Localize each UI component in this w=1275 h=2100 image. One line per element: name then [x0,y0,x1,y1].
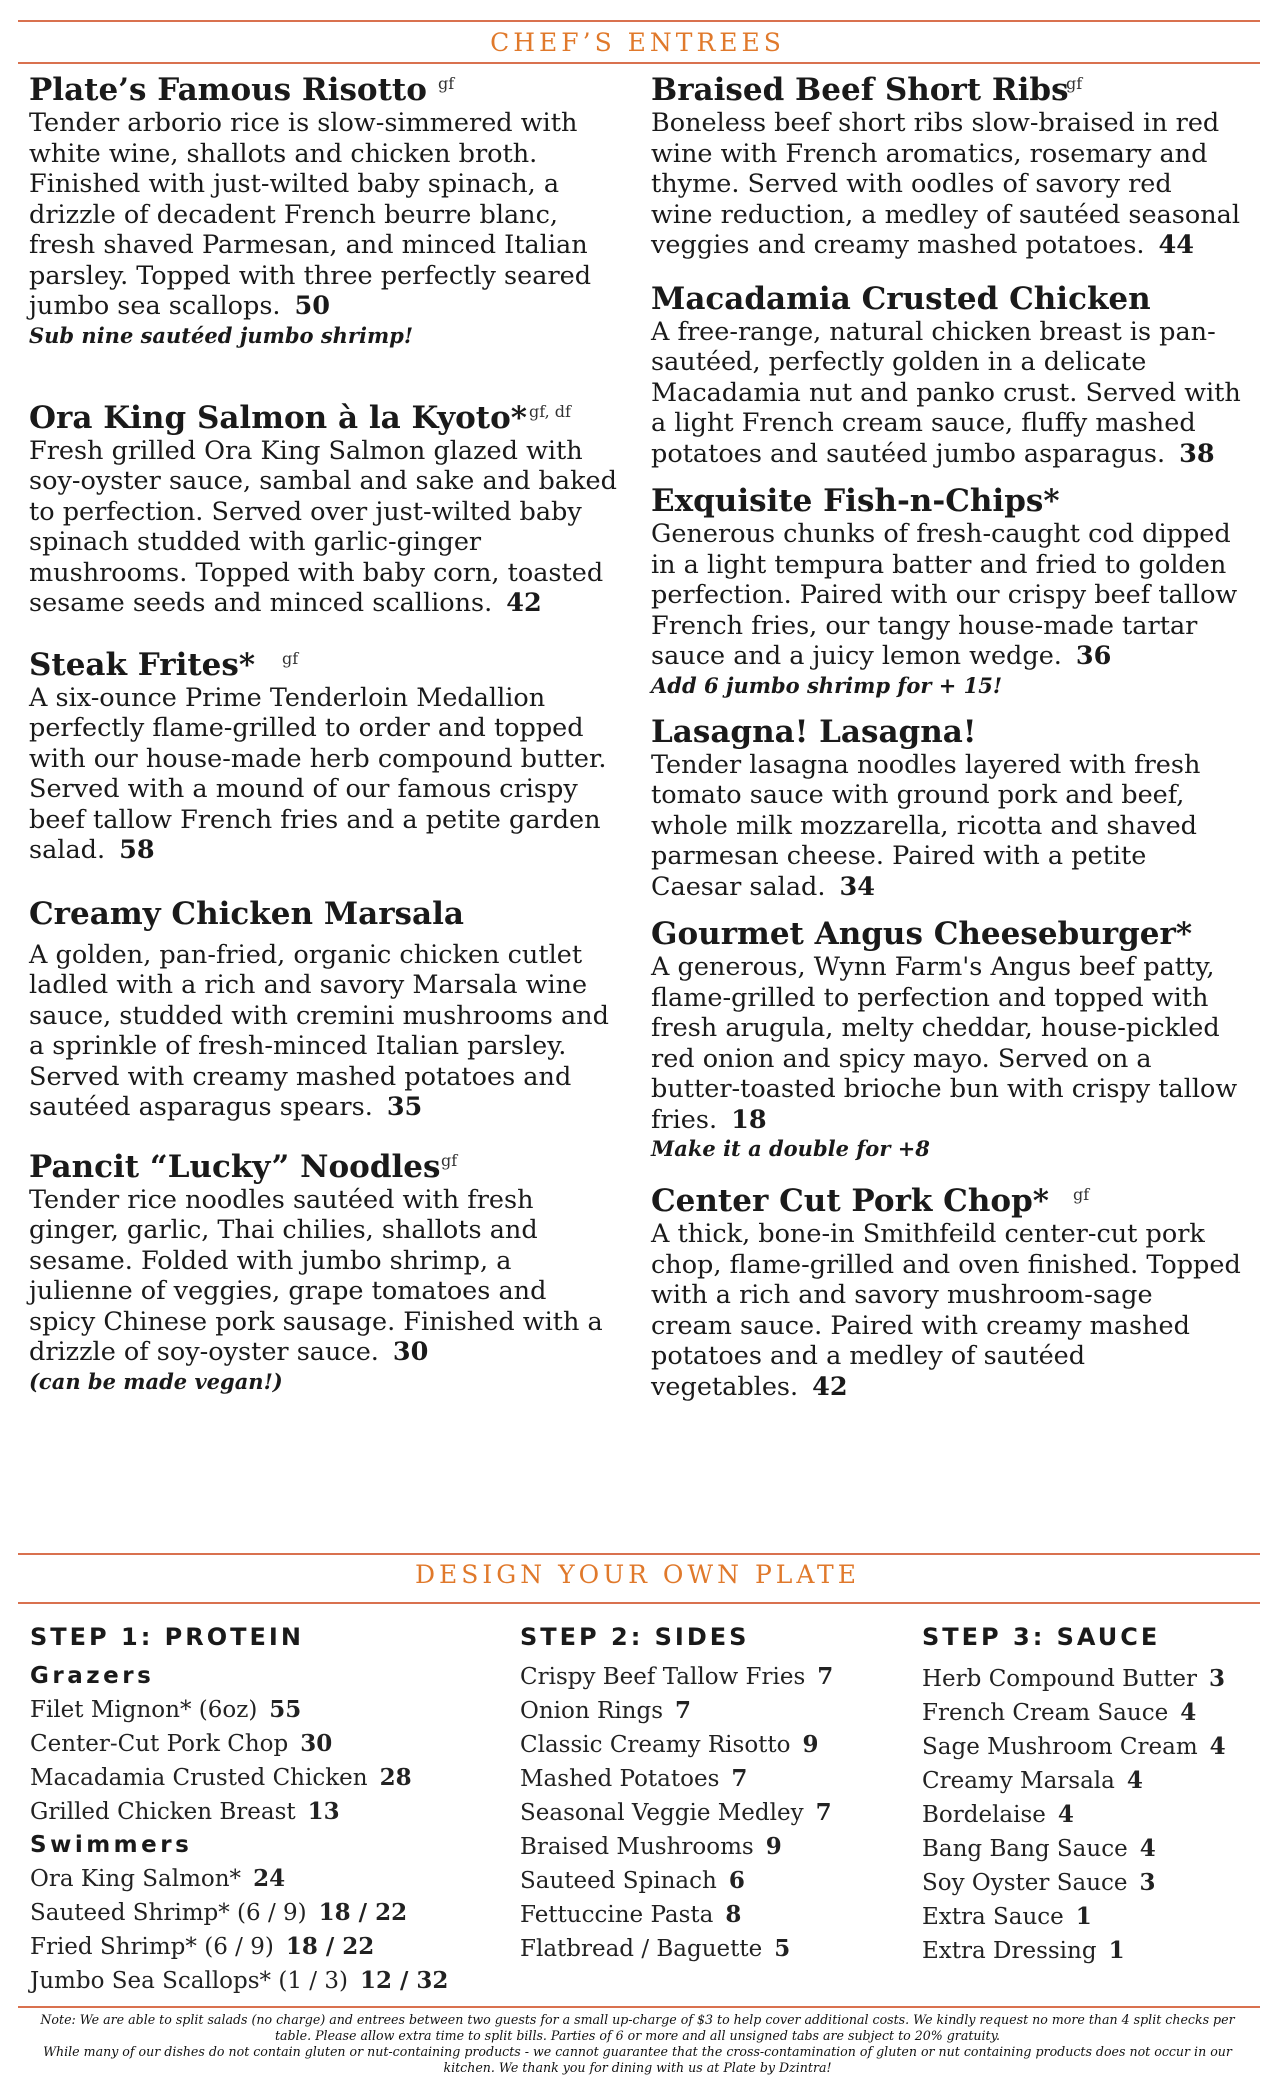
item-price: 18 / 22 [318,1899,408,1926]
item-name: Filet Mignon* (6oz) [30,1697,258,1723]
sauce-item [922,1832,1226,1866]
item-price: 24 [253,1865,286,1892]
side-item [520,1864,833,1898]
entree-item [651,916,1241,1163]
item-name: Soy Oyster Sauce [922,1870,1128,1896]
side-item [520,1762,833,1796]
description-text: Boneless beef short ribs slow-braised in red wine with French aromatics, rosemary and thyme. Served with oodles of savory red wine reduction, a medley of sautéed seasonal veggies and creamy mashed potatoes. [651,108,1241,260]
item-name: Center-Cut Pork Chop [30,1731,289,1757]
design-your-own-title: DESIGN YOUR OWN PLATE [415,1560,860,1589]
item-price: 9 [765,1833,782,1860]
item-name: Onion Rings [520,1698,664,1724]
description-text: A thick, bone-in Smithfeild center-cut pork chop, flame-grilled and oven finished. Topped with a rich and savory mushroom-sage cream sauce. Paired with creamy mashed potatoes and a medley of sautéed vegetables. [651,1219,1241,1402]
item-price: 1 [1108,1937,1125,1964]
sauce-item [922,1662,1226,1696]
entree-name: Macadamia Crusted Chicken [651,280,1151,317]
item-name: Classic Creamy Risotto [520,1732,791,1758]
item-price: 12 / 32 [359,1967,449,1994]
description-text: A generous, Wynn Farm's Angus beef patty, flame-grilled to perfection and topped with fresh arugula, melty cheddar, house-pickled red onion and spicy mayo. Served on a butter-toasted brioche bun with crispy tallow fries. [651,952,1238,1135]
item-price: 5 [774,1935,791,1962]
item-price: 4 [1180,1699,1197,1726]
entree-name: Exquisite Fish-n-Chips* [651,483,1060,519]
entree-item [29,72,619,350]
entree-price: 36 [1075,641,1112,671]
footnote-split-policy: Note: We are able to split salads (no charge) and entrees between two guests for a small up-charge of $3 to help cover additional costs. We kindly request no more than 4 split checks per table. Please allow extra time to split bills. Parties of 6 or more and all unsigned tabs are subject to 20% gratuity. [40,2012,1235,2043]
step-title: STEP 3: SAUCE [922,1623,1161,1651]
footnote-rule [18,2006,1260,2008]
description-text: A six-ounce Prime Tenderloin Medallion perfectly flame-grilled to order and topped with our house-made herb compound butter. Served with a mound of our famous crispy beef tallow French fries and a petite garden salad. [29,682,607,865]
entree-description [651,519,1241,672]
sauce-item [922,1866,1226,1900]
side-item [520,1796,833,1830]
item-name: Sauteed Spinach [520,1868,717,1894]
entree-price: 35 [386,1092,423,1122]
entree-price: 42 [506,588,542,618]
dietary-tag: gf [282,648,299,668]
description-text: Fresh grilled Ora King Salmon glazed with soy-oyster sauce, sambal and sake and baked to perfection. Served over just-wilted baby spinach studded with garlic-ginger mushrooms. Topped with baby corn, toasted sesame seeds and minced scallions. [29,435,617,618]
entree-item [651,281,1241,470]
protein-item [30,1862,448,1896]
dietary-tag: gf [441,1150,458,1170]
entree-price: 58 [119,835,155,865]
dietary-tag: gf [1073,1185,1090,1204]
item-name: Sage Mushroom Cream [922,1734,1198,1760]
entrees-left-column [29,72,619,1396]
entree-description [29,108,619,322]
item-name: Jumbo Sea Scallops* (1 / 3) [30,1968,348,1994]
swimmers-heading: Swimmers [30,1832,193,1858]
item-name: Extra Dressing [922,1938,1097,1964]
side-item [520,1728,833,1762]
side-item [520,1694,833,1728]
footnote [30,2012,1245,2076]
side-item [520,1932,833,1966]
item-price: 13 [307,1798,340,1825]
item-name: French Cream Sauce [922,1700,1169,1726]
item-price: 28 [379,1764,412,1791]
item-price: 7 [731,1765,748,1792]
item-name: Bang Bang Sauce [922,1836,1128,1862]
design-section-rule-bottom [18,1602,1260,1604]
item-name: Extra Sauce [922,1904,1064,1930]
protein-item [30,1693,448,1727]
entree-note: Make it a double for +8 [651,1136,930,1161]
item-price: 18 / 22 [285,1933,375,1960]
entrees-title-rule [18,62,1260,64]
entree-name: Steak Frites* [29,646,256,683]
item-name: Fettuccine Pasta [520,1902,714,1928]
entree-item [29,896,619,1123]
entree-description [29,683,619,866]
sauce-item [922,1934,1226,1968]
entree-price: 18 [731,1104,767,1135]
entree-note: Add 6 jumbo shrimp for + 15! [651,672,1003,698]
sauce-item [922,1696,1226,1730]
entree-item [651,72,1241,261]
entree-description [651,750,1241,903]
dietary-tag: gf [438,74,455,93]
item-price: 30 [300,1730,333,1757]
item-price: 7 [675,1697,692,1724]
item-price: 8 [725,1901,742,1928]
entree-item [651,714,1241,903]
entree-name: Pancit “Lucky” Noodles [29,1148,441,1185]
step-title: STEP 2: SIDES [520,1623,750,1651]
item-price: 4 [1209,1733,1226,1760]
item-name: Ora King Salmon* [30,1866,242,1892]
description-text: Tender arborio rice is slow-simmered with white wine, shallots and chicken broth. Finished with just-wilted baby spinach, a drizzle of decadent French beurre blanc, fresh shaved Parmesan, and minced Italian parsley. Topped with three perfectly seared jumbo sea scallops. [29,108,592,321]
item-price: 3 [1139,1869,1156,1896]
side-item [520,1898,833,1932]
item-name: Crispy Beef Tallow Fries [520,1664,806,1690]
entree-price: 42 [812,1371,848,1402]
design-section-rule-top [18,1553,1260,1555]
item-price: 6 [728,1867,745,1894]
item-price: 4 [1139,1835,1156,1862]
entree-note: Sub nine sautéed jumbo shrimp! [29,322,414,348]
item-name: Braised Mushrooms [520,1834,754,1860]
entree-price: 44 [1158,230,1195,260]
step1-protein [30,1622,448,1998]
entree-name: Braised Beef Short Ribs [651,72,1069,108]
entree-name: Ora King Salmon à la Kyoto* [29,399,527,436]
item-price: 3 [1209,1665,1226,1692]
entree-note: (can be made vegan!) [29,1368,283,1394]
chefs-entrees-title: CHEF’S ENTREES [490,28,785,57]
step2-sides [520,1622,833,1966]
protein-item [30,1727,448,1761]
protein-item [30,1896,448,1930]
dietary-tag: gf, df [529,401,571,421]
entree-item [651,483,1241,700]
sauce-item [922,1730,1226,1764]
description-text: A golden, pan-fried, organic chicken cutlet ladled with a rich and savory Marsala wine sauce, studded with cremini mushrooms and a sprinkle of fresh-minced Italian parsley. Served with creamy mashed potatoes and sautéed asparagus spears. [29,939,609,1122]
entree-price: 38 [1179,438,1215,469]
entree-description [651,1219,1241,1402]
item-price: 7 [815,1799,832,1826]
entree-name: Gourmet Angus Cheeseburger* [651,916,1193,952]
entree-name: Lasagna! Lasagna! [651,713,977,750]
item-name: Macadamia Crusted Chicken [30,1765,368,1791]
sauce-item [922,1798,1226,1832]
description-text: Tender lasagna noodles layered with fresh tomato sauce with ground pork and beef, whole milk mozzarella, ricotta and shaved parmesan cheese. Paired with a petite Caesar salad. [651,749,1201,902]
item-name: Bordelaise [922,1802,1046,1828]
side-item [520,1660,833,1694]
footnote-allergen-notice: While many of our dishes do not contain gluten or nut-containing products - we cannot guarantee that the cross-contamination of gluten or nut containing products does not occur in our kitchen. We thank you for dining with us at Plate by Dzintra! [43,2044,1232,2075]
entrees-right-column [651,72,1241,1402]
item-name: Grilled Chicken Breast [30,1799,296,1825]
entree-description [29,1185,619,1368]
top-rule [18,20,1260,22]
item-price: 1 [1075,1903,1092,1930]
entree-description [651,952,1241,1135]
item-price: 7 [817,1663,834,1690]
description-text: A free-range, natural chicken breast is pan-sautéed, perfectly golden in a delicate Macadamia nut and panko crust. Served with a light French cream sauce, fluffy mashed potatoes and sautéed jumbo asparagus. [651,316,1241,469]
protein-item [30,1930,448,1964]
protein-item [30,1795,448,1829]
item-name: Flatbread / Baguette [520,1936,763,1962]
entree-item [29,400,619,619]
grazers-heading: Grazers [30,1663,155,1689]
entree-description [651,108,1241,261]
entree-item [29,647,619,866]
step-title: STEP 1: PROTEIN [30,1623,304,1651]
item-name: Fried Shrimp* (6 / 9) [30,1934,274,1960]
entree-description [29,940,619,1123]
item-price: 55 [269,1696,302,1723]
entree-price: 30 [392,1337,429,1367]
sauce-item [922,1900,1226,1934]
item-price: 4 [1126,1767,1143,1794]
entree-description [29,436,619,619]
entree-price: 34 [839,871,875,902]
entree-name: Creamy Chicken Marsala [29,895,464,932]
entree-name: Plate’s Famous Risotto [29,72,427,108]
entree-item [29,1149,619,1396]
step3-sauce [922,1622,1226,1968]
dietary-tag: gf [1066,74,1083,93]
item-price: 4 [1057,1801,1074,1828]
description-text: Generous chunks of fresh-caught cod dipped in a light tempura batter and fried to golden perfection. Paired with our crispy beef tallow French fries, our tangy house-made tartar sauce and a juicy lemon wedge. [651,519,1238,671]
item-name: Seasonal Veggie Medley [520,1800,804,1826]
sauce-item [922,1764,1226,1798]
description-text: Tender rice noodles sautéed with fresh ginger, garlic, Thai chilies, shallots and sesame. Folded with jumbo shrimp, a julienne of veggies, grape tomatoes and spicy Chinese pork sausage. Finished with a drizzle of soy-oyster sauce. [29,1184,603,1367]
item-name: Sauteed Shrimp* (6 / 9) [30,1900,307,1926]
item-name: Creamy Marsala [922,1768,1115,1794]
protein-item [30,1761,448,1795]
entree-description [651,317,1241,470]
entree-name: Center Cut Pork Chop* [651,1183,1049,1219]
item-name: Mashed Potatoes [520,1766,720,1792]
item-price: 9 [802,1731,819,1758]
entree-price: 50 [294,291,331,321]
item-name: Herb Compound Butter [922,1666,1197,1692]
side-item [520,1830,833,1864]
entree-item [651,1183,1241,1402]
protein-item [30,1964,448,1998]
